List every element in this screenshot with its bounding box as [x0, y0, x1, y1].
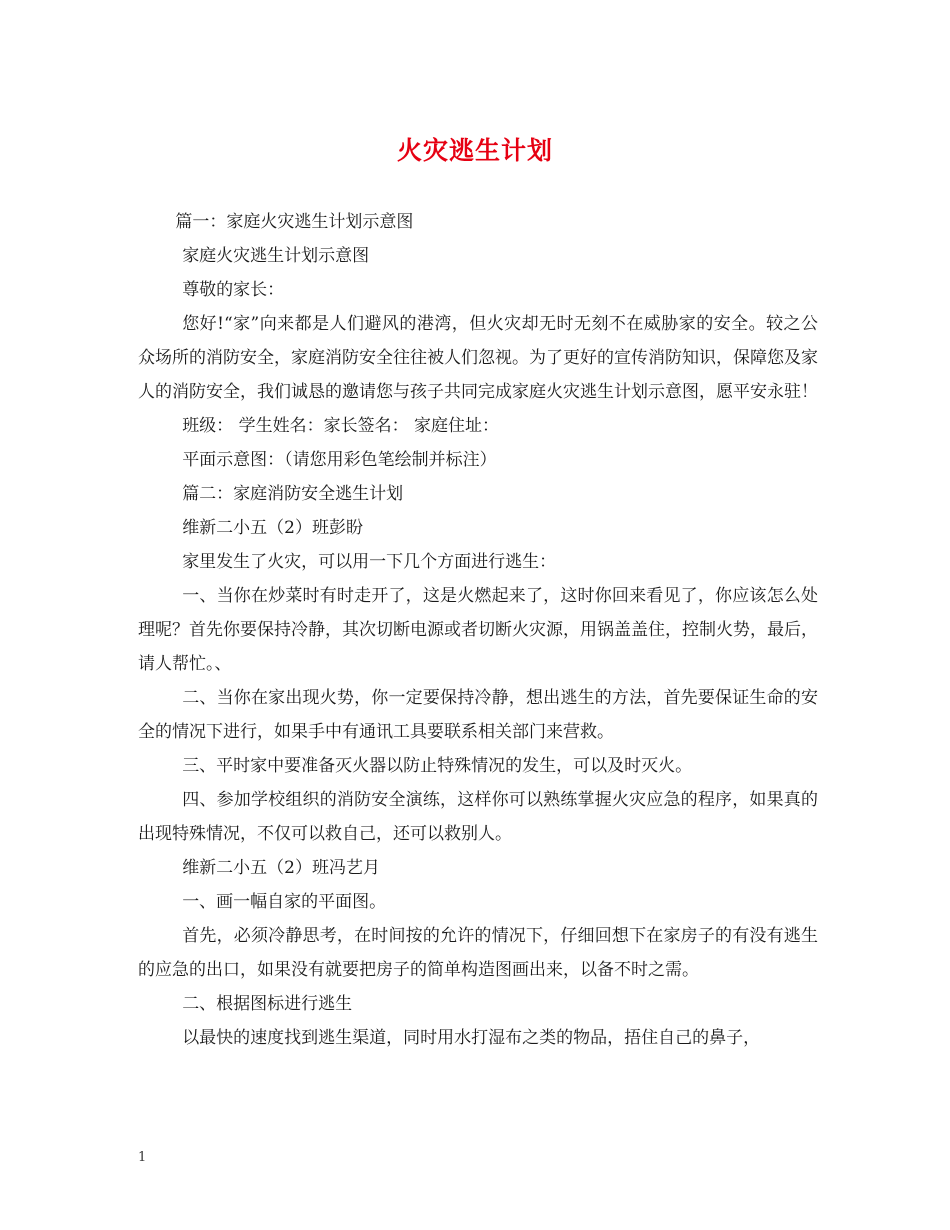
- section-heading-2: 篇二：家庭消防安全逃生计划: [182, 484, 404, 504]
- list-item: 一、当你在炒菜时有时走开了，这是火燃起来了，这时你回来看见了，你应该怎么处理呢？首先你要保持冷静，其次切断电源或者切断火灾源，用锅盖盖住，控制火势，最后，请人帮忙。、: [138, 586, 818, 674]
- salutation: 尊敬的家长：: [182, 280, 285, 300]
- page-number: 1: [138, 1150, 147, 1165]
- list-item: 二、当你在家出现火势，你一定要保持冷静，想出逃生的方法，首先要保证生命的安全的情况下进行，如果手中有通讯工具要联系相关部门来营救。: [138, 688, 818, 742]
- form-fields-line: 班级： 学生姓名：家长签名： 家庭住址：: [182, 416, 499, 436]
- list-item: 一、画一幅自家的平面图。: [182, 892, 387, 912]
- document-body: [138, 205, 818, 1055]
- document-title: 火灾逃生计划: [396, 136, 553, 165]
- paragraph: 家里发生了火灾，可以用一下几个方面进行逃生：: [182, 552, 557, 572]
- paragraph: 首先，必须冷静思考，在时间按的允许的情况下，仔细回想下在家房子的有没有逃生的应急的出口，如果没有就要把房子的简单构造图画出来，以备不时之需。: [138, 926, 818, 980]
- list-item: 三、平时家中要准备灭火器以防止特殊情况的发生，可以及时灭火。: [182, 756, 693, 776]
- list-item: 二、根据图标进行逃生: [182, 994, 353, 1014]
- paragraph: 平面示意图：（请您用彩色笔绘制并标注）: [182, 450, 497, 470]
- paragraph: 您好!“家”向来都是人们避风的港湾，但火灾却无时无刻不在威胁家的安全。较之公众场所的消防安全，家庭消防安全往往被人们忽视。为了更好的宣传消防知识，保障您及家人的消防安全，我们诚恳的邀请您与孩子共同完成家庭火灾逃生计划示意图，愿平安永驻！: [138, 314, 818, 402]
- paragraph: 家庭火灾逃生计划示意图: [182, 246, 370, 266]
- author-line: 维新二小五（2）班彭盼: [182, 518, 364, 538]
- paragraph: 以最快的速度找到逃生渠道，同时用水打湿布之类的物品，捂住自己的鼻子，: [182, 1028, 761, 1048]
- list-item: 四、参加学校组织的消防安全演练，这样你可以熟练掌握火灾应急的程序，如果真的出现特殊情况，不仅可以救自己，还可以救别人。: [138, 790, 818, 844]
- section-heading-1: 篇一：家庭火灾逃生计划示意图: [175, 212, 414, 232]
- author-line: 维新二小五（2）班冯艺月: [182, 858, 381, 878]
